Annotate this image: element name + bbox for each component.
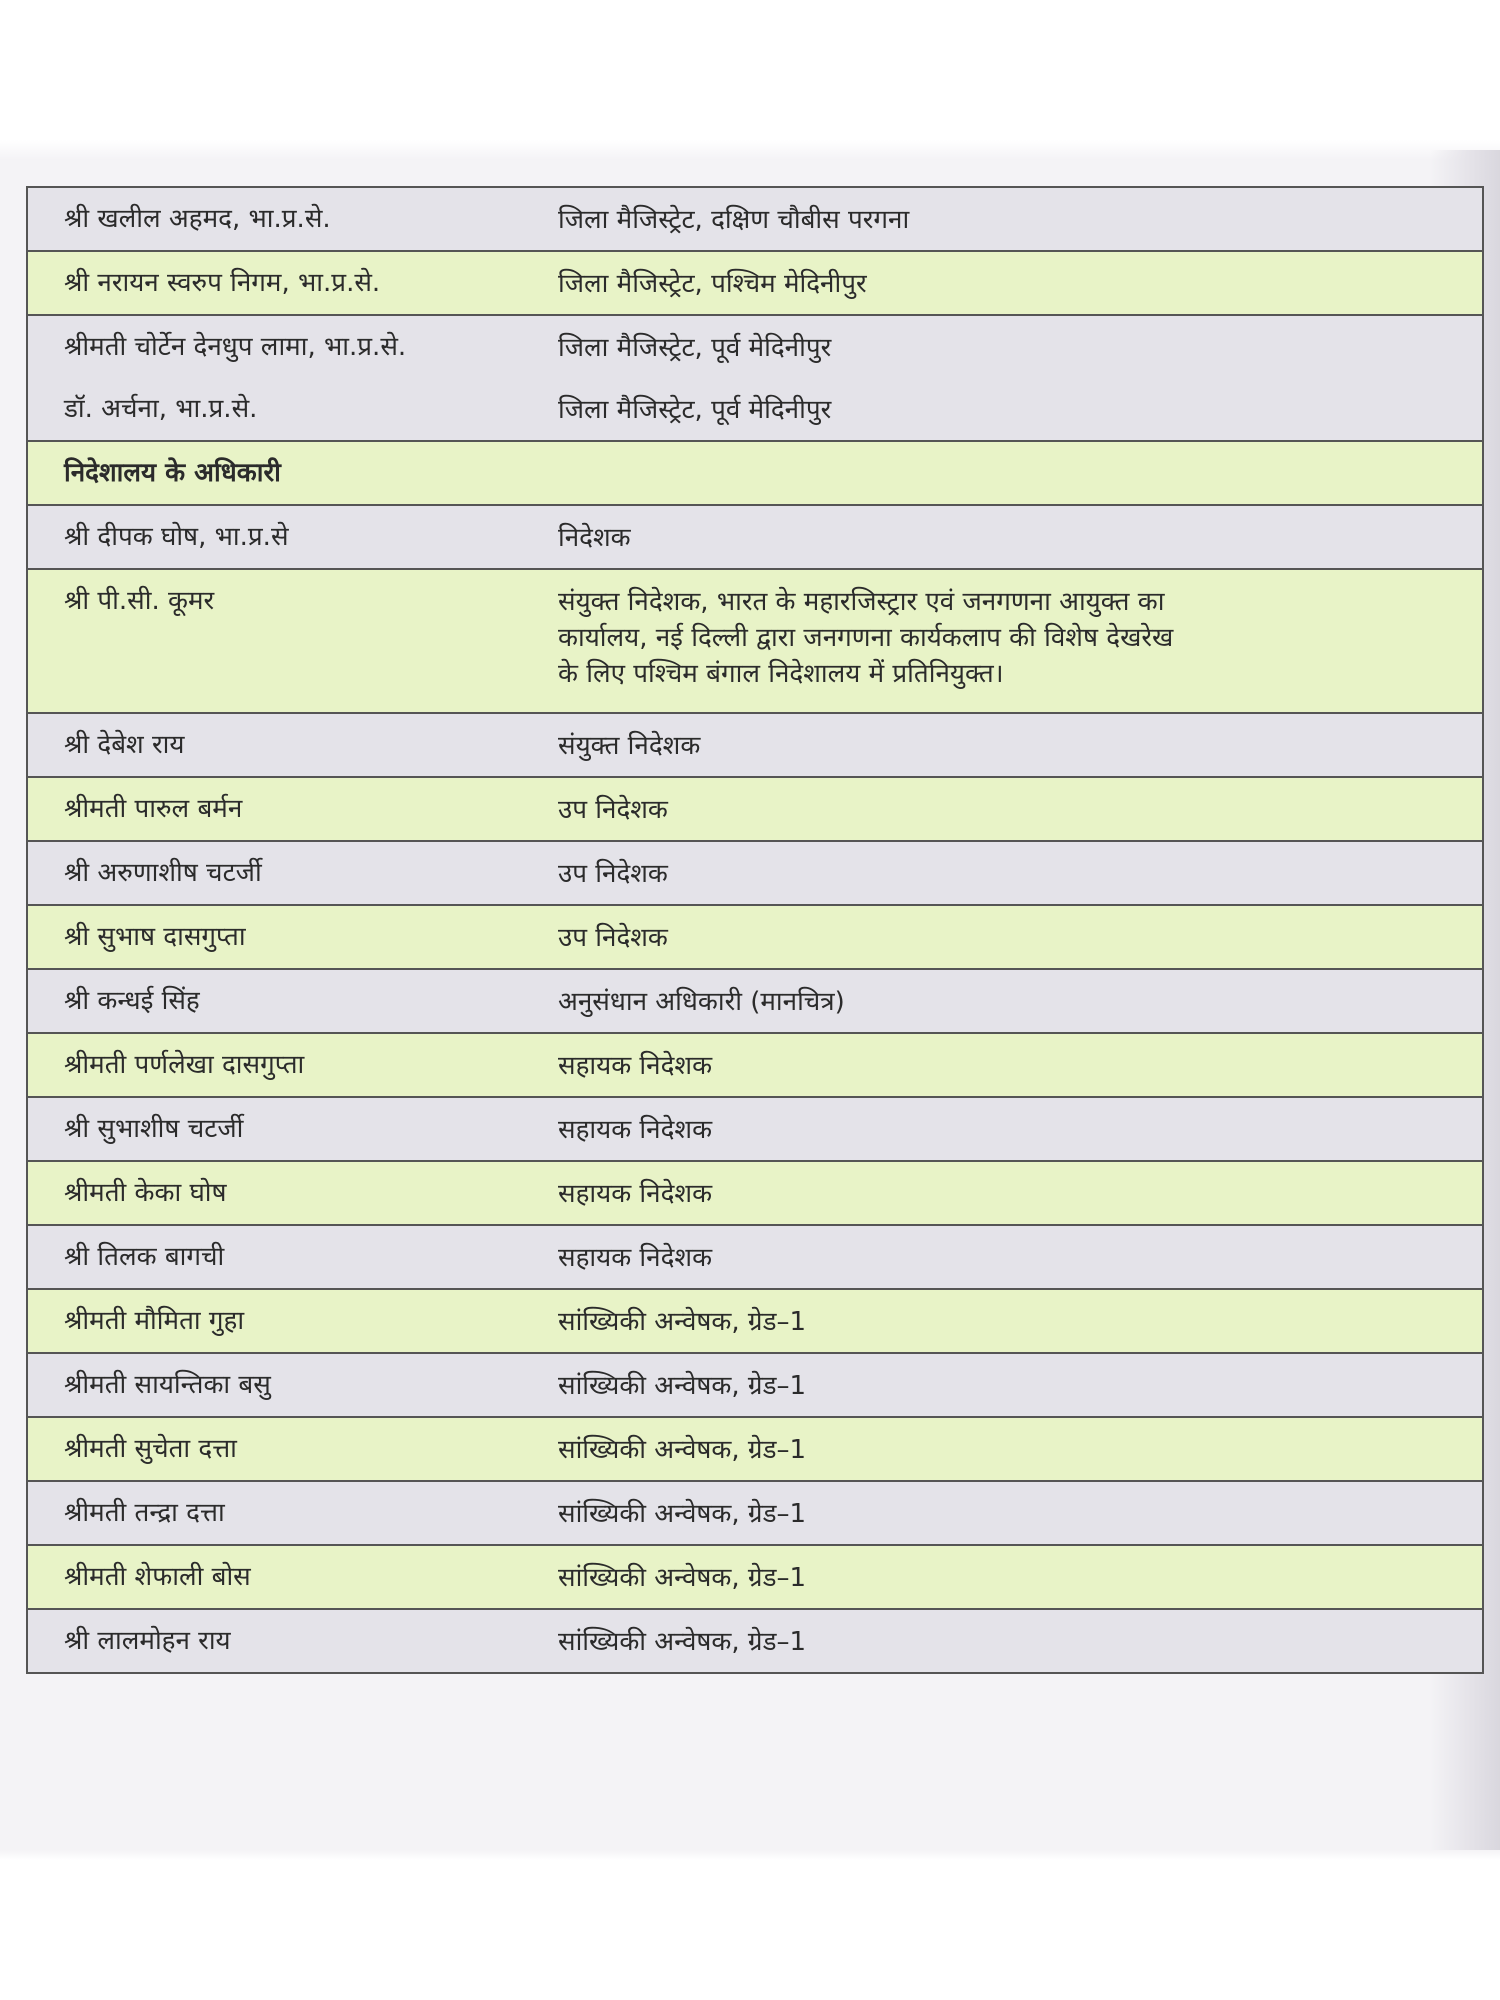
official-designation: उप निदेशक: [558, 795, 668, 825]
official-name: श्री पी.सी. कूमर: [64, 586, 215, 616]
official-designation: सांख्यिकी अन्वेषक, ग्रेड–1: [558, 1563, 807, 1593]
official-designation: संयुक्त निदेशक: [558, 731, 701, 761]
table-row-group: [28, 314, 1482, 440]
table-row-group: [28, 188, 1482, 250]
official-name: श्री दीपक घोष, भा.प्र.से: [64, 522, 289, 552]
official-designation: जिला मैजिस्ट्रेट, पश्चिम मेदिनीपुर: [558, 269, 867, 299]
table-row: [28, 1034, 1482, 1096]
table-row-group: [28, 1288, 1482, 1352]
official-name: श्रीमती मौमिता गुहा: [64, 1306, 245, 1336]
table-row-group: [28, 1032, 1482, 1096]
table-row: [28, 188, 1482, 250]
official-name: श्री खलील अहमद, भा.प्र.से.: [64, 204, 331, 234]
table-row: [28, 570, 1482, 712]
table-row-group: [28, 1160, 1482, 1224]
table-row-group: [28, 712, 1482, 776]
official-designation: अनुसंधान अधिकारी (मानचित्र): [558, 987, 845, 1017]
official-name: श्री देबेश राय: [64, 730, 185, 760]
designation-line: कार्यालय, नई दिल्ली द्वारा जनगणना कार्यकलाप की विशेष देखरेख: [558, 623, 1174, 653]
official-name: श्रीमती तन्द्रा दत्ता: [64, 1498, 225, 1528]
official-name: श्री नरायन स्वरुप निगम, भा.प्र.से.: [64, 268, 381, 298]
table-row: [28, 970, 1482, 1032]
official-name: श्रीमती चोर्टेन देनधुप लामा, भा.प्र.से.: [64, 332, 407, 362]
official-name: श्री अरुणाशीष चटर्जी: [64, 858, 262, 888]
table-row-group: [28, 904, 1482, 968]
table-row: [28, 1610, 1482, 1672]
table-row-group: [28, 1352, 1482, 1416]
table-row: [28, 1482, 1482, 1544]
designation-line: के लिए पश्चिम बंगाल निदेशालय में प्रतिनियुक्त।: [558, 659, 1004, 689]
official-name: श्रीमती केका घोष: [64, 1178, 227, 1208]
table-row: [28, 1162, 1482, 1224]
official-designation: सांख्यिकी अन्वेषक, ग्रेड–1: [558, 1371, 807, 1401]
official-name: डॉ. अर्चना, भा.प्र.से.: [64, 394, 258, 424]
table-row: [28, 252, 1482, 314]
official-name: श्री सुभाशीष चटर्जी: [64, 1114, 244, 1144]
table-row-group: [28, 840, 1482, 904]
table-row-group: [28, 1480, 1482, 1544]
official-name: श्रीमती सुचेता दत्ता: [64, 1434, 237, 1464]
official-name: श्रीमती सायन्तिका बसु: [64, 1370, 271, 1400]
table-row-group: [28, 440, 1482, 504]
table-row: [28, 778, 1482, 840]
official-designation: जिला मैजिस्ट्रेट, पूर्व मेदिनीपुर: [558, 395, 832, 425]
table-row-group: [28, 1096, 1482, 1160]
official-designation: जिला मैजिस्ट्रेट, पूर्व मेदिनीपुर: [558, 333, 832, 363]
table-row: [28, 1290, 1482, 1352]
table-row: [28, 1546, 1482, 1608]
table-row-group: [28, 250, 1482, 314]
table-row-group: [28, 776, 1482, 840]
official-designation: सहायक निदेशक: [558, 1051, 713, 1081]
table-row: [28, 1098, 1482, 1160]
table-row: [28, 1226, 1482, 1288]
official-name: श्री तिलक बागची: [64, 1242, 225, 1272]
official-designation: सांख्यिकी अन्वेषक, ग्रेड–1: [558, 1435, 807, 1465]
official-designation: सहायक निदेशक: [558, 1243, 713, 1273]
official-designation: सांख्यिकी अन्वेषक, ग्रेड–1: [558, 1627, 807, 1657]
table-row-group: [28, 568, 1482, 712]
official-designation: सहायक निदेशक: [558, 1115, 713, 1145]
table-row-group: [28, 968, 1482, 1032]
official-designation: उप निदेशक: [558, 859, 668, 889]
official-name: श्रीमती शेफाली बोस: [64, 1562, 251, 1592]
table-row: [28, 316, 1482, 378]
table-row-group: [28, 1544, 1482, 1608]
official-designation: सहायक निदेशक: [558, 1179, 713, 1209]
table-row: [28, 1418, 1482, 1480]
official-designation: निदेशक: [558, 523, 631, 553]
officials-table: [26, 186, 1484, 1674]
official-designation: उप निदेशक: [558, 923, 668, 953]
official-designation: सांख्यिकी अन्वेषक, ग्रेड–1: [558, 1307, 807, 1337]
table-row: [28, 1354, 1482, 1416]
designation-line: संयुक्त निदेशक, भारत के महारजिस्ट्रार एवं जनगणना आयुक्त का: [558, 587, 1165, 617]
table-row-group: [28, 1416, 1482, 1480]
table-row: [28, 906, 1482, 968]
table-row-group: [28, 1608, 1482, 1672]
official-designation: [558, 570, 1482, 692]
official-designation: जिला मैजिस्ट्रेट, दक्षिण चौबीस परगना: [558, 205, 910, 235]
table-row: [28, 842, 1482, 904]
table-row-group: [28, 504, 1482, 568]
official-name: श्री लालमोहन राय: [64, 1626, 231, 1656]
section-heading: निदेशालय के अधिकारी: [64, 458, 281, 488]
table-row: [28, 714, 1482, 776]
official-designation: सांख्यिकी अन्वेषक, ग्रेड–1: [558, 1499, 807, 1529]
table-row-group: [28, 1224, 1482, 1288]
official-name: श्रीमती पर्णलेखा दासगुप्ता: [64, 1050, 305, 1080]
table-row: [28, 506, 1482, 568]
official-name: श्री कन्धई सिंह: [64, 986, 200, 1016]
official-name: श्रीमती पारुल बर्मन: [64, 794, 243, 824]
table-row: [28, 378, 1482, 440]
official-name: श्री सुभाष दासगुप्ता: [64, 922, 246, 952]
